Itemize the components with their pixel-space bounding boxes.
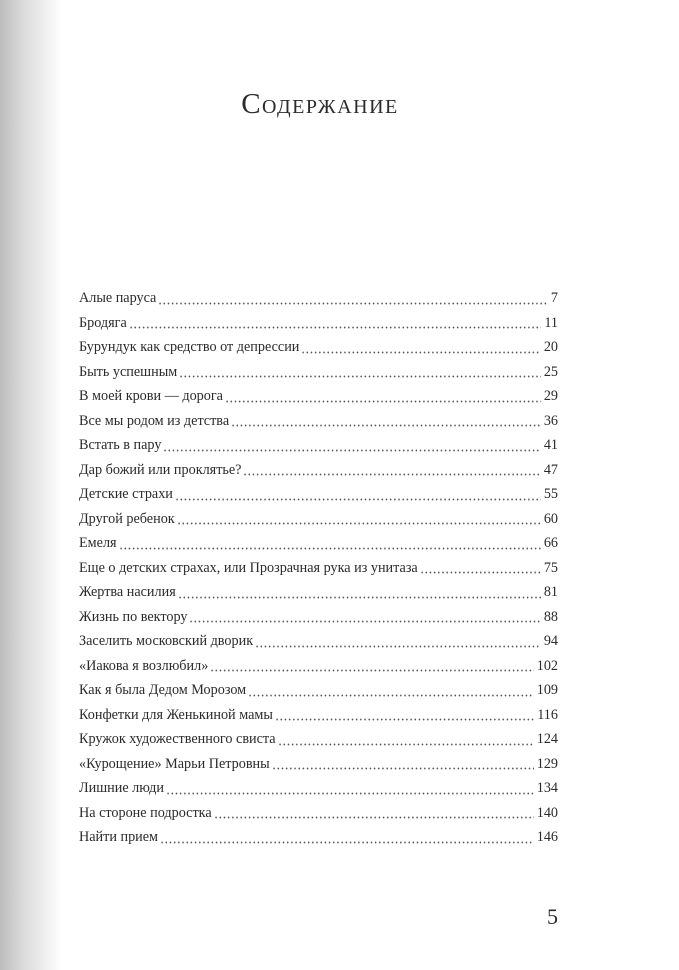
toc-entry-title: Найти прием (79, 829, 159, 845)
page-number: 5 (547, 904, 558, 929)
toc-entry[interactable] (79, 433, 558, 458)
toc-leader-dots (210, 669, 533, 672)
toc-entry-page: 124 (536, 731, 558, 747)
toc-leader-dots (177, 522, 541, 525)
toc-entry-title: «Курощение» Марьи Петровны (79, 755, 270, 772)
toc-entry-title: Еще о детских страхах, или Прозрачная рука из унитаза (79, 559, 418, 576)
toc-entry-title: Емеля (79, 535, 117, 551)
toc-entry-page: 66 (543, 535, 558, 551)
toc-entry-page: 102 (536, 657, 558, 674)
toc-entry-page: 41 (543, 437, 558, 453)
toc-leader-dots (243, 473, 540, 476)
toc-entry-title: Конфетки для Женькиной мамы (79, 706, 273, 723)
toc-entry[interactable] (79, 580, 558, 605)
toc-entry[interactable] (79, 360, 558, 385)
toc-leader-dots (255, 645, 541, 648)
toc-entry[interactable] (79, 727, 558, 752)
toc-entry-page: 88 (543, 608, 558, 625)
toc-entry[interactable] (79, 507, 558, 532)
toc-entry-title: Бродяга (79, 314, 127, 331)
toc-leader-dots (160, 841, 534, 844)
toc-entry-title: Быть успешным (79, 363, 178, 380)
toc-entry[interactable] (79, 776, 558, 801)
toc-entry-title: В моей крови — дорога (79, 388, 223, 404)
toc-leader-dots (275, 718, 534, 721)
toc-entry-page: 75 (543, 559, 558, 576)
toc-entry-page: 140 (536, 804, 558, 821)
toc-entry-page: 60 (543, 510, 558, 527)
toc-leader-dots (166, 792, 534, 795)
toc-entry-title: Жизнь по вектору (79, 608, 188, 625)
toc-entry[interactable] (79, 531, 558, 556)
toc-entry[interactable] (79, 629, 558, 654)
toc-entry-page: 146 (536, 829, 558, 845)
toc-leader-dots (129, 326, 542, 329)
toc-leader-dots (225, 400, 541, 403)
toc-entry-title: Заселить московский дворик (79, 633, 254, 649)
toc-entry[interactable] (79, 825, 558, 850)
toc-entry-page: 25 (543, 363, 558, 380)
toc-entry[interactable] (79, 556, 558, 581)
page-title: Содержание (241, 88, 399, 120)
toc-entry[interactable] (79, 384, 558, 409)
toc-entry-title: Дар божий или проклятье? (79, 461, 242, 478)
toc-entry-page: 29 (543, 388, 558, 404)
toc-entry-page: 11 (544, 314, 558, 331)
toc-entry[interactable] (79, 409, 558, 434)
toc-entry-page: 20 (543, 339, 558, 355)
toc-leader-dots (278, 743, 534, 746)
toc-entry-page: 129 (536, 755, 558, 772)
toc-leader-dots (119, 547, 541, 550)
toc-entry[interactable] (79, 605, 558, 630)
toc-entry-title: Лишние люди (79, 780, 164, 796)
toc-entry-page: 55 (543, 486, 558, 502)
toc-entry-title: Кружок художественного свиста (79, 731, 276, 747)
toc-entry[interactable] (79, 752, 558, 777)
toc-leader-dots (189, 620, 540, 623)
toc-entry-title: Детские страхи (79, 486, 173, 502)
toc-entry-title: Жертва насилия (79, 584, 176, 600)
toc-leader-dots (231, 424, 541, 427)
toc-entry-title: На стороне подростка (79, 804, 212, 821)
toc-leader-dots (158, 302, 548, 305)
toc-entry[interactable] (79, 286, 558, 311)
table-of-contents (79, 286, 558, 850)
toc-leader-dots (163, 449, 540, 452)
toc-entry[interactable] (79, 703, 558, 728)
toc-entry-title: Все мы родом из детства (79, 412, 230, 429)
toc-entry[interactable] (79, 482, 558, 507)
toc-entry[interactable] (79, 311, 558, 336)
toc-entry-page: 116 (537, 706, 558, 723)
toc-leader-dots (301, 351, 540, 354)
toc-entry-page: 7 (550, 290, 558, 306)
toc-entry-page: 134 (536, 780, 558, 796)
toc-entry-title: Как я была Дедом Морозом (79, 682, 247, 698)
toc-entry-title: «Иакова я возлюбил» (79, 657, 209, 674)
toc-entry-page: 81 (543, 584, 558, 600)
toc-leader-dots (248, 694, 534, 697)
toc-entry[interactable] (79, 654, 558, 679)
toc-entry[interactable] (79, 458, 558, 483)
toc-leader-dots (175, 498, 541, 501)
toc-entry[interactable] (79, 335, 558, 360)
toc-leader-dots (420, 571, 541, 574)
toc-entry-page: 94 (543, 633, 558, 649)
toc-leader-dots (272, 767, 534, 770)
toc-entry-page: 109 (536, 682, 558, 698)
toc-entry-title: Алые паруса (79, 290, 157, 306)
toc-entry[interactable] (79, 801, 558, 826)
toc-entry[interactable] (79, 678, 558, 703)
toc-leader-dots (178, 596, 541, 599)
toc-leader-dots (179, 375, 541, 378)
toc-entry-page: 36 (543, 412, 558, 429)
toc-entry-title: Бурундук как средство от депрессии (79, 339, 300, 355)
toc-entry-title: Встать в пару (79, 437, 162, 453)
toc-leader-dots (214, 816, 534, 819)
toc-entry-title: Другой ребенок (79, 510, 175, 527)
toc-entry-page: 47 (543, 461, 558, 478)
